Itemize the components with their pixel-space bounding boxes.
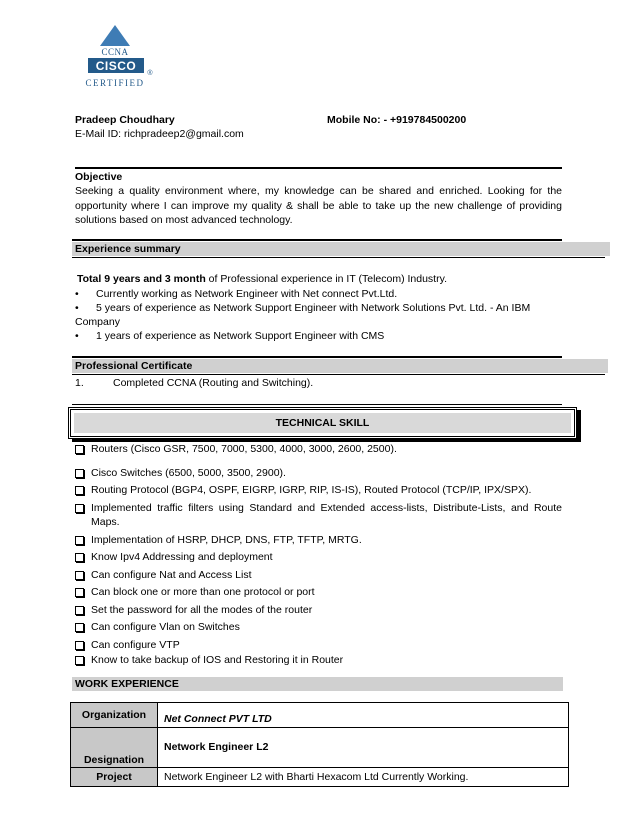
logo-cisco-text: CISCO [95,59,137,73]
table-row [71,728,569,768]
designation-label: Designation [71,728,158,768]
mobile-number: Mobile No: - +919784500200 [327,114,467,126]
work-experience-header-bar [72,677,563,691]
candidate-name: Pradeep Choudhary [75,114,175,126]
objective-text: Seeking a quality environment where, my knowledge can be shared and enriched. Looking for the opportunity where I can improve my quality & shall be able to take up the new challenge of providing solutions based on most advanced technology. [75,185,562,226]
skill-item [75,466,562,481]
logo-registered-mark: ® [147,70,153,77]
technical-skill-title: TECHNICAL SKILL [275,417,370,429]
skill-text: Can configure Nat and Access List [91,568,252,581]
certificate-underline [72,374,605,375]
skill-item [75,620,562,635]
skill-item [75,653,562,668]
technical-skill-header [68,407,577,439]
table-row [71,768,569,787]
experience-total [77,273,447,285]
checkbox-icon [75,623,84,632]
certificate-divider [72,356,562,358]
checkbox-icon [75,469,84,478]
skill-item [75,501,562,530]
skill-item [75,638,562,653]
skill-item [75,533,562,548]
checkbox-icon [75,656,84,665]
skill-item [75,585,562,600]
experience-bullet: • [75,288,79,300]
technical-skill-list [75,442,562,668]
skill-text: Set the password for all the modes of the router [91,603,313,616]
experience-summary-header-bar [72,242,610,256]
work-experience-table [70,702,569,787]
skill-text: Routers (Cisco GSR, 7500, 7000, 5300, 4000, 3000, 2600, 2500). [91,443,397,455]
checkbox-icon [75,571,84,580]
checkbox-icon [75,588,84,597]
skill-text: Cisco Switches (6500, 5000, 3500, 2900). [91,466,286,479]
logo-triangle-icon [100,25,130,46]
experience-item: Currently working as Network Engineer with Net connect Pvt.Ltd. [96,288,398,300]
experience-item: 5 years of experience as Network Support Engineer with Network Solutions Pvt. Ltd. - An IBM [96,302,531,314]
checkbox-icon [75,486,84,495]
certificate-number: 1. [75,377,84,389]
checkbox-icon [75,536,84,545]
experience-bullet: • [75,302,79,314]
skill-text: Routing Protocol (BGP4, OSPF, EIGRP, IGRP, RIP, IS-IS), Routed Protocol (TCP/IP, IPX/SPX). [91,484,532,496]
experience-total-bold: Total 9 years and 3 month [77,273,206,285]
skill-text: Can configure Vlan on Switches [91,621,240,633]
project-value: Network Engineer L2 with Bharti Hexacom Ltd Currently Working. [158,768,569,787]
skill-text: Implementation of HSRP, DHCP, DNS, FTP, TFTP, MRTG. [91,533,362,546]
experience-item-wrap: Company [75,316,120,328]
skill-text: Can block one or more than one protocol or port [91,586,315,598]
skill-item [75,442,562,457]
experience-summary-underline [72,257,605,258]
checkbox-icon [75,641,84,650]
project-label: Project [71,768,158,787]
checkbox-icon [75,445,84,454]
objective-title: Objective [75,171,123,183]
logo-certified-text: CERTIFIED [85,78,145,88]
skill-item [75,483,562,498]
experience-total-rest: of Professional experience in IT (Telecom) Industry. [205,273,447,285]
skill-item [75,550,562,565]
skill-item [75,603,562,618]
email-address: E-Mail ID: richpradeep2@gmail.com [75,128,244,140]
skill-item [75,568,562,583]
certificate-text: Completed CCNA (Routing and Switching). [113,377,314,389]
ccna-certified-logo [70,22,160,92]
table-row [71,703,569,728]
logo-ccna-text: CCNA [101,47,129,57]
technical-skill-top-line [72,404,562,405]
objective-divider [75,167,562,169]
checkbox-icon [75,553,84,562]
experience-summary-title: Experience summary [75,243,181,255]
organization-label: Organization [71,703,158,728]
technical-skill-header-fill [74,413,571,433]
designation-value: Network Engineer L2 [158,728,569,768]
experience-summary-divider [72,239,562,241]
work-experience-title: WORK EXPERIENCE [75,678,179,690]
skill-text: Know to take backup of IOS and Restoring it in Router [91,654,344,666]
checkbox-icon [75,504,84,513]
certificate-header-bar [72,359,608,373]
skill-text: Know Ipv4 Addressing and deployment [91,551,273,563]
organization-value: Net Connect PVT LTD [158,703,569,728]
experience-item: 1 years of experience as Network Support Engineer with CMS [96,330,385,342]
skill-text: Implemented traffic filters using Standard and Extended access-lists, Distribute-Lists, and Route Maps. [91,501,562,528]
checkbox-icon [75,606,84,615]
skill-text: Can configure VTP [91,638,180,651]
certificate-title: Professional Certificate [75,360,193,372]
experience-bullet: • [75,330,79,342]
